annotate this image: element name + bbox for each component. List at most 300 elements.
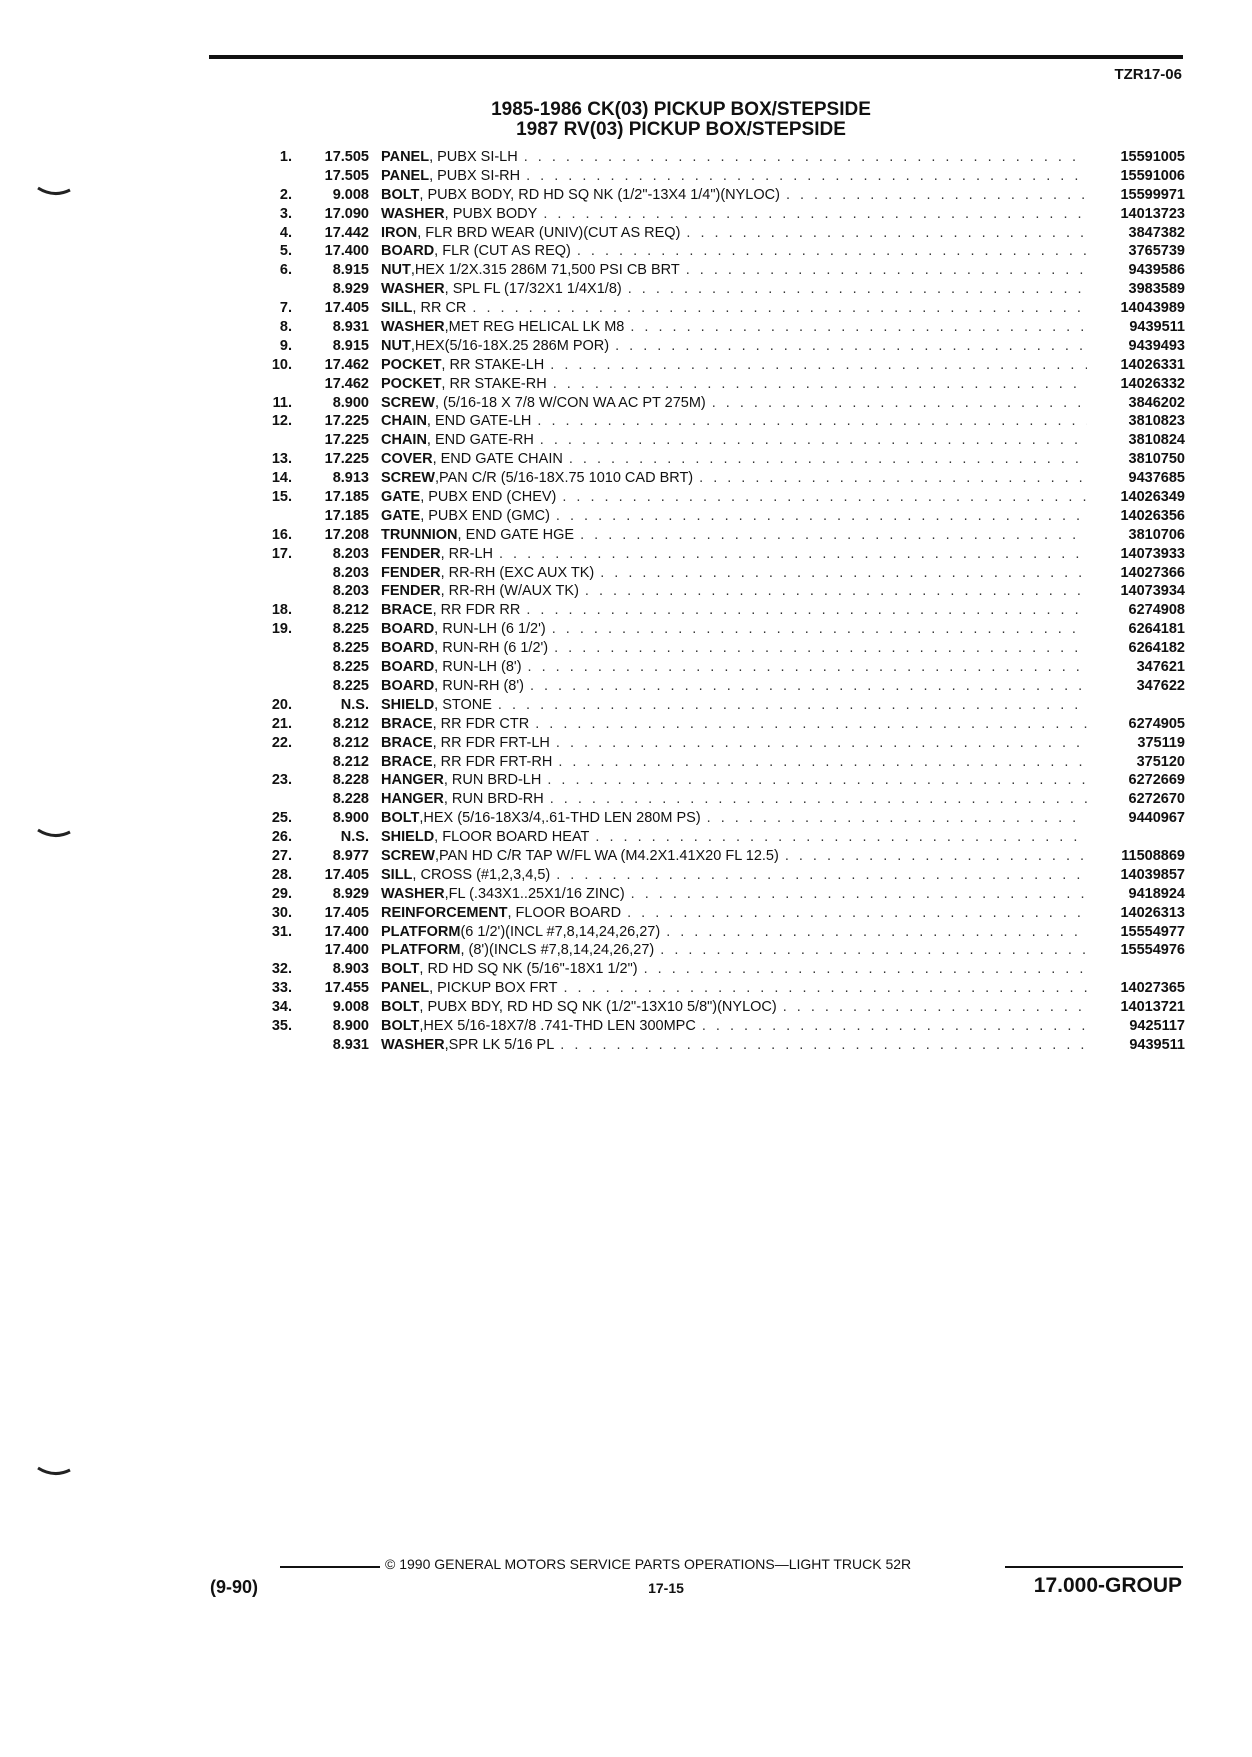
part-spec: , FLOOR BOARD [507,904,622,921]
part-number: 15554977 [1120,923,1185,940]
part-description [381,469,1093,488]
part-spec: , PICKUP BOX FRT [429,980,558,997]
dot-leader [530,677,1087,696]
group-number: 17.405 [324,300,369,317]
part-row [240,866,1185,885]
part-name: BRACE [381,753,433,770]
part-name: WASHER [381,319,445,336]
part-spec: , RR-LH [440,545,493,562]
part-name: WASHER [381,885,445,902]
group-number: N.S. [340,829,369,846]
part-description [381,582,1093,601]
part-row [240,790,1185,809]
part-row [240,734,1185,753]
binder-hole-mark [36,828,72,840]
part-name: BRACE [381,715,433,732]
part-number: 15591006 [1120,167,1185,184]
part-number: 15554976 [1120,942,1185,959]
part-name: SCREW [381,470,435,487]
dot-leader [526,167,1087,186]
dot-leader [615,337,1087,356]
part-row [240,545,1185,564]
part-row [240,1036,1185,1055]
part-description [381,941,1093,960]
item-number: 3. [279,205,292,222]
part-row [240,904,1185,923]
part-number: 15591005 [1120,149,1185,165]
part-description [381,280,1093,299]
dot-leader [524,148,1087,167]
part-description [381,507,1093,526]
part-number: 3810750 [1128,451,1185,468]
part-spec: , PUBX BODY, RD HD SQ NK (1/2"-13X4 1/4")(NYLOC) [419,186,780,203]
part-row [240,715,1185,734]
part-name: BOARD [381,243,435,260]
part-name: SCREW [381,847,435,864]
part-description [381,960,1093,979]
dot-leader [628,280,1087,299]
part-description [381,394,1093,413]
part-spec: ,PAN C/R (5/16-18X.75 1010 CAD BRT) [434,470,694,487]
item-number: 26. [271,829,292,846]
part-spec: , RD HD SQ NK (5/16"-18X1 1/2") [419,961,638,978]
part-name: BRACE [381,602,433,619]
page-number: 17-15 [648,1580,684,1596]
dot-leader [707,809,1087,828]
part-number: 14027366 [1120,564,1185,581]
group-number: 8.212 [332,734,369,751]
item-number: 8. [279,319,292,336]
dot-leader [499,545,1087,564]
part-row [240,696,1185,715]
dot-leader [595,828,1087,847]
group-number: 17.208 [324,526,369,543]
part-number: 9440967 [1128,810,1185,827]
group-number: 8.900 [332,394,369,411]
part-number: 14013723 [1120,205,1185,222]
dot-leader [600,564,1087,583]
group-number: 8.903 [332,961,369,978]
part-spec: ,HEX(5/16-18X.25 286M POR) [410,337,610,354]
item-number: 7. [279,300,292,317]
parts-list [240,148,1185,1055]
part-spec: ,MET REG HELICAL LK M8 [444,319,625,336]
item-number: 31. [271,923,292,940]
part-spec: , PUBX END (GMC) [420,507,550,524]
item-number: 11. [272,394,292,411]
part-name: BOARD [381,640,435,657]
part-row [240,923,1185,942]
item-number: 30. [271,904,292,921]
part-description [381,715,1093,734]
group-number: 17.505 [324,167,369,184]
part-row [240,809,1185,828]
part-row [240,337,1185,356]
part-number: 6264181 [1128,621,1185,638]
part-name: BRACE [381,734,433,751]
item-number: 27. [271,847,292,864]
item-number: 1. [279,149,292,165]
dot-leader [660,941,1087,960]
part-spec: , FLR BRD WEAR (UNIV)(CUT AS REQ) [417,224,681,241]
item-number: 21. [271,715,292,732]
part-description [381,979,1093,998]
part-spec: , CROSS (#1,2,3,4,5) [412,866,551,883]
part-row [240,299,1185,318]
dot-leader [556,507,1087,526]
part-description [381,771,1093,790]
group-number: 9.008 [332,999,369,1016]
footer-rule-right [1005,1566,1183,1568]
part-row [240,847,1185,866]
group-number: 8.915 [332,337,369,354]
part-description [381,998,1093,1017]
group-number: 17.442 [324,224,369,241]
dot-leader [528,658,1087,677]
group-number: 8.225 [332,640,369,657]
part-number: 14043989 [1120,300,1185,317]
part-description [381,1036,1093,1055]
dot-leader [547,771,1087,790]
dot-leader [552,620,1087,639]
part-name: POCKET [381,375,442,392]
part-spec: , RR FDR CTR [432,715,530,732]
part-number: 14026349 [1120,489,1185,506]
dot-leader [585,582,1087,601]
part-spec: , RR CR [412,300,467,317]
part-spec: , STONE [434,696,492,713]
group-number: 8.225 [332,677,369,694]
part-name: WASHER [381,281,445,298]
part-number: 14073933 [1120,545,1185,562]
part-spec: , RUN-LH (6 1/2') [434,621,546,638]
part-description [381,847,1093,866]
dot-leader [535,715,1087,734]
group-number: 17.185 [324,507,369,524]
dot-leader [543,205,1087,224]
part-number: 3810823 [1128,413,1185,430]
item-number: 28. [271,866,292,883]
part-description [381,696,1093,715]
item-number: 15. [271,489,292,506]
part-description [381,677,1093,696]
part-spec: ,HEX 5/16-18X7/8 .741-THD LEN 300MPC [419,1017,696,1034]
part-name: GATE [381,489,421,506]
dot-leader [563,979,1087,998]
dot-leader [562,488,1087,507]
part-description [381,885,1093,904]
item-number: 25. [271,810,292,827]
dot-leader [712,394,1087,413]
part-name: NUT [381,337,411,354]
group-number: 17.225 [324,451,369,468]
part-description [381,564,1093,583]
part-name: FENDER [381,583,441,600]
dot-leader [666,923,1087,942]
part-description [381,450,1093,469]
part-name: GATE [381,507,421,524]
dot-leader [577,242,1087,261]
part-description [381,1017,1093,1036]
part-spec: , SPL FL (17/32X1 1/4X1/8) [444,281,622,298]
group-number: N.S. [340,696,369,713]
group-number: 17.400 [324,243,369,260]
part-row [240,753,1185,772]
dot-leader [537,412,1087,431]
part-row [240,318,1185,337]
part-name: POCKET [381,356,442,373]
part-name: WASHER [381,205,445,222]
dot-leader [556,866,1087,885]
item-number: 16. [271,526,292,543]
part-row [240,771,1185,790]
part-description [381,242,1093,261]
group-number: 17.462 [324,356,369,373]
group-number: 8.977 [332,847,369,864]
item-number: 14. [271,470,292,487]
dot-leader [786,186,1087,205]
part-number: 14026313 [1120,904,1185,921]
part-row [240,885,1185,904]
part-spec: ,PAN HD C/R TAP W/FL WA (M4.2X1.41X20 FL 12.5) [434,847,779,864]
item-number: 5. [279,243,292,260]
dot-leader [472,299,1087,318]
part-name: TRUNNION [381,526,458,543]
part-name: PLATFORM [381,942,461,959]
part-description [381,299,1093,318]
part-row [240,639,1185,658]
dot-leader [580,526,1087,545]
item-number: 19. [271,621,292,638]
part-name: HANGER [381,791,444,808]
part-row [240,526,1185,545]
part-row [240,507,1185,526]
date-code: (9-90) [210,1577,259,1597]
part-description [381,866,1093,885]
item-number: 35. [271,1017,292,1034]
part-name: SILL [381,866,413,883]
part-number: 15599971 [1120,186,1185,203]
part-description [381,545,1093,564]
part-name: PANEL [381,980,430,997]
part-name: COVER [381,451,433,468]
part-spec: , RR FDR FRT-LH [432,734,550,751]
part-spec: , RUN-RH (6 1/2') [434,640,549,657]
part-description [381,356,1093,375]
dot-leader [558,753,1087,772]
group-number: 8.900 [332,810,369,827]
group-number: 8.228 [332,772,369,789]
dot-leader [554,639,1087,658]
part-spec: , END GATE-LH [426,413,532,430]
dot-leader [686,224,1087,243]
part-row [240,960,1185,979]
part-name: IRON [381,224,418,241]
part-row [240,356,1185,375]
group-number: 8.203 [332,564,369,581]
dot-leader [540,431,1087,450]
part-number: 375119 [1137,734,1185,751]
part-number: 9418924 [1128,885,1185,902]
part-spec: , RR STAKE-RH [441,375,547,392]
part-name: BOLT [381,1017,420,1034]
part-name: REINFORCEMENT [381,904,508,921]
part-number: 14026332 [1120,375,1185,392]
part-row [240,280,1185,299]
part-description [381,318,1093,337]
top-rule [209,55,1183,59]
part-spec: , RR FDR RR [432,602,521,619]
item-number: 9. [279,337,292,354]
part-number: 347622 [1136,677,1185,694]
part-row [240,979,1185,998]
group-number: 8.913 [332,470,369,487]
part-description [381,167,1093,186]
part-name: CHAIN [381,432,427,449]
part-spec: , PUBX BODY [444,205,538,222]
part-description [381,734,1093,753]
part-description [381,790,1093,809]
dot-leader [630,318,1087,337]
group-number: 9.008 [332,186,369,203]
part-spec: , RUN BRD-RH [443,791,544,808]
part-spec: , RUN BRD-LH [443,772,542,789]
part-spec: , END GATE CHAIN [432,451,563,468]
group-number: 17.400 [324,942,369,959]
group-number: 8.212 [332,602,369,619]
dot-leader [699,469,1087,488]
part-name: BOLT [381,999,420,1016]
part-name: HANGER [381,772,444,789]
part-number: 6272670 [1128,791,1185,808]
part-spec: ,HEX 1/2X.315 286M 71,500 PSI CB BRT [410,262,680,279]
part-name: SILL [381,300,413,317]
part-number: 9439511 [1129,1036,1185,1053]
group-number: 8.915 [332,262,369,279]
dot-leader [560,1036,1087,1055]
dot-leader [785,847,1087,866]
part-row [240,450,1185,469]
item-number: 22. [271,734,292,751]
binder-hole-mark [36,1466,72,1478]
part-description [381,620,1093,639]
part-row [240,261,1185,280]
part-name: BOLT [381,961,420,978]
part-row [240,828,1185,847]
dot-leader [550,356,1087,375]
part-spec: ,FL (.343X1..25X1/16 ZINC) [444,885,625,902]
part-row [240,224,1185,243]
part-spec: , END GATE HGE [457,526,575,543]
part-row [240,242,1185,261]
part-spec: ,SPR LK 5/16 PL [444,1036,555,1053]
part-number: 9437685 [1128,470,1185,487]
group-number: 8.900 [332,1017,369,1034]
group-number: 8.212 [332,715,369,732]
part-description [381,337,1093,356]
part-number: 6272669 [1128,772,1185,789]
group-number: 8.931 [332,319,369,336]
item-number: 6. [279,262,292,279]
item-number: 33. [271,980,292,997]
part-spec: , PUBX END (CHEV) [420,489,557,506]
item-number: 32. [271,961,292,978]
part-row [240,658,1185,677]
part-row [240,167,1185,186]
part-description [381,412,1093,431]
part-description [381,431,1093,450]
part-spec: , (5/16-18 X 7/8 W/CON WA AC PT 275M) [434,394,706,411]
group-number: 8.931 [332,1036,369,1053]
dot-leader [686,261,1087,280]
part-spec: , PUBX SI-LH [429,149,518,165]
dot-leader [702,1017,1087,1036]
part-name: BOLT [381,810,420,827]
dot-leader [550,790,1087,809]
part-name: BOLT [381,186,420,203]
dot-leader [569,450,1087,469]
item-number: 17. [271,545,292,562]
part-number: 9439511 [1129,319,1185,336]
part-row [240,412,1185,431]
item-number: 20. [271,696,292,713]
part-description [381,753,1093,772]
part-description [381,186,1093,205]
part-description [381,828,1093,847]
part-number: 6274905 [1128,715,1185,732]
item-number: 13. [271,451,292,468]
group-number: 8.203 [332,545,369,562]
item-number: 18. [271,602,292,619]
title-line-1: 1985-1986 CK(03) PICKUP BOX/STEPSIDE [491,99,871,120]
part-number: 3810706 [1128,526,1185,543]
part-number: 9439493 [1128,337,1185,354]
part-spec: , RR STAKE-LH [441,356,545,373]
part-number: 14013721 [1120,999,1185,1016]
part-number: 14026356 [1120,507,1185,524]
part-spec: (6 1/2')(INCL #7,8,14,24,26,27) [460,923,661,940]
group-code: 17.000-GROUP [1033,1574,1182,1597]
footer-rule-left [280,1566,380,1568]
part-name: FENDER [381,564,441,581]
item-number: 12. [271,413,292,430]
part-number: 9425117 [1129,1017,1185,1034]
item-number: 29. [271,885,292,902]
part-number: 14027365 [1120,980,1185,997]
part-description [381,375,1093,394]
part-description [381,488,1093,507]
group-number: 17.405 [324,904,369,921]
title-line-2: 1987 RV(03) PICKUP BOX/STEPSIDE [516,119,846,140]
group-number: 8.225 [332,621,369,638]
part-spec: , PUBX SI-RH [429,167,521,184]
part-spec: , RR-RH (EXC AUX TK) [440,564,595,581]
part-description [381,923,1093,942]
part-description [381,904,1093,923]
dot-leader [631,885,1087,904]
part-number: 347621 [1136,659,1185,676]
binder-hole-mark [36,186,72,198]
part-name: SHIELD [381,696,435,713]
part-row [240,431,1185,450]
part-spec: , END GATE-RH [426,432,534,449]
part-name: PLATFORM [381,923,461,940]
part-name: BOARD [381,677,435,694]
part-spec: , (8')(INCLS #7,8,14,24,26,27) [460,942,655,959]
part-name: BOARD [381,621,435,638]
part-description [381,205,1093,224]
part-spec: , FLR (CUT AS REQ) [434,243,571,260]
